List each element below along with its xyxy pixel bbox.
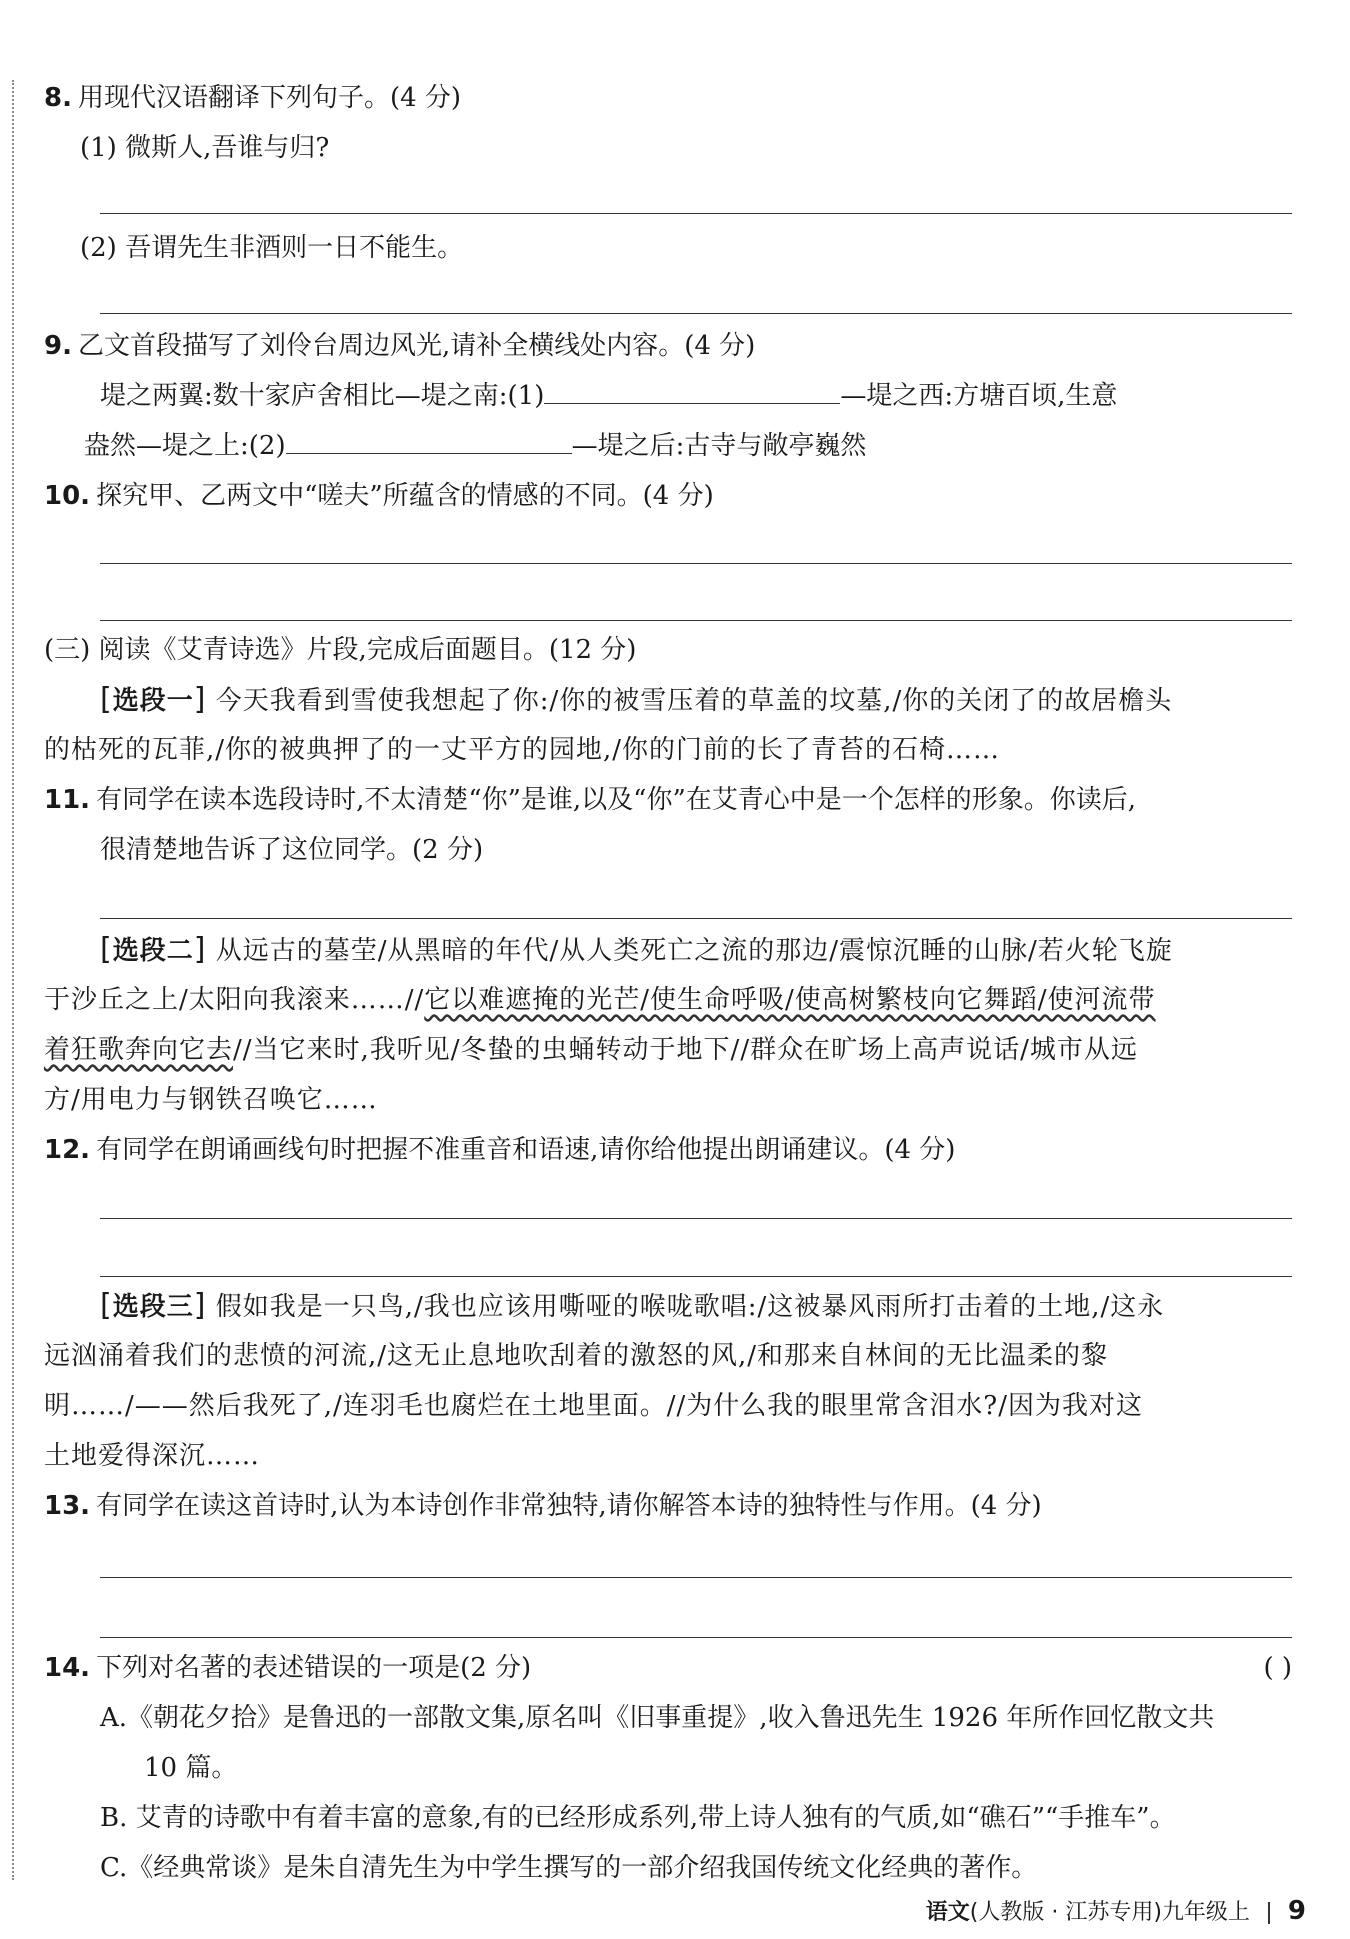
passage-2-text: //当它来时,我听见/冬蛰的虫蛹转动于地下//群众在旷场上高声说话/城市从远 [233, 1035, 1138, 1065]
answer-line-q12-2[interactable] [100, 1276, 1292, 1277]
question-text: 乙文首段描写了刘伶台周边风光,请补全横线处内容。(4 分) [77, 331, 756, 361]
question-number: 10. [44, 481, 91, 511]
answer-line-q13-1[interactable] [100, 1577, 1292, 1578]
passage-2-text: 从远古的墓茔/从黑暗的年代/从人类死亡之流的那边/震惊沉睡的山脉/若火轮飞旋 [215, 936, 1173, 966]
passage-2-text: 于沙丘之上/太阳向我滚来……// [44, 985, 425, 1015]
passage-3-line-2: 远汹涌着我们的悲愤的河流,/这无止息地吹刮着的激怒的风,/和那来自林间的无比温柔的黎 [44, 1341, 1109, 1371]
question-12 [44, 1132, 955, 1168]
blank-2[interactable] [286, 431, 572, 454]
q9-line-2-end: —堤之后:古寺与敞亭巍然 [571, 431, 867, 461]
question-text: 用现代汉语翻译下列句子。(4 分) [77, 83, 462, 113]
answer-bracket[interactable]: ( ) [1263, 1653, 1292, 1683]
question-11 [44, 782, 1136, 818]
option-a-line-2: 10 篇。 [144, 1753, 238, 1783]
question-8 [44, 80, 461, 116]
passage-1-line-2: 的枯死的瓦菲,/你的被典押了的一丈平方的园地,/你的门前的长了青苔的石椅…… [44, 735, 1001, 765]
option-c: C.《经典常谈》是朱自清先生为中学生撰写的一部介绍我国传统文化经典的著作。 [100, 1853, 1038, 1883]
question-13 [44, 1488, 1042, 1524]
q8-sentence-2: (2) 吾谓先生非酒则一日不能生。 [80, 233, 464, 263]
passage-1-line-1 [100, 682, 1172, 719]
q9-line-1-end: —堤之西:方塘百顷,生意 [840, 381, 1118, 411]
question-text: 有同学在读本选段诗时,不太清楚“你”是谁,以及“你”在艾青心中是一个怎样的形象。你读后, [96, 785, 1137, 815]
binding-margin-line [12, 80, 14, 1880]
passage-2-line-1 [100, 932, 1173, 969]
passage-3-line-4: 土地爱得深沉…… [44, 1441, 261, 1471]
question-text: 有同学在朗诵画线句时把握不准重音和语速,请你给他提出朗诵建议。(4 分) [96, 1135, 956, 1165]
question-number: 11. [44, 785, 91, 815]
passage-2-line-3 [44, 1032, 1138, 1068]
answer-line-q8-1[interactable] [100, 213, 1292, 214]
answer-line-q10-1[interactable] [100, 563, 1292, 564]
passage-3-line-1 [100, 1288, 1164, 1325]
underlined-sentence: 它以难遮掩的光芒/使生命呼吸/使高树繁枝向它舞蹈/使河流带 [424, 985, 1156, 1015]
question-11-line-2: 很清楚地告诉了这位同学。(2 分) [100, 835, 484, 865]
question-number: 9. [44, 331, 72, 361]
footer-divider [1268, 1902, 1270, 1924]
question-text: 下列对名著的表述错误的一项是(2 分) [96, 1653, 532, 1683]
q9-line-2-start: 盎然—堤之上:(2) [84, 431, 286, 461]
question-number: 12. [44, 1135, 91, 1165]
question-9 [44, 328, 755, 364]
passage-1-tag: [ 选段一 ] [100, 686, 206, 716]
passage-2-line-2 [44, 982, 1156, 1018]
passage-3-text: 假如我是一只鸟,/我也应该用嘶哑的喉咙歌唱:/这被暴风雨所打击着的土地,/这永 [215, 1292, 1165, 1322]
passage-1-text: 今天我看到雪使我想起了你:/你的被雪压着的草盖的坟墓,/你的关闭了的故居檐头 [215, 686, 1173, 716]
answer-line-q8-2[interactable] [100, 313, 1292, 314]
option-a: A.《朝花夕拾》是鲁迅的一部散文集,原名叫《旧事重提》,收入鲁迅先生 1926 年所作回忆散文共 [100, 1703, 1215, 1733]
q9-line-1 [100, 378, 1117, 414]
question-number: 14. [44, 1653, 91, 1683]
q9-line-2 [84, 428, 866, 464]
question-14 [44, 1650, 1292, 1686]
q9-line-1-start: 堤之两翼:数十家庐舍相比—堤之南:(1) [100, 381, 545, 411]
blank-1[interactable] [544, 381, 840, 404]
page-number: 9 [1287, 1896, 1306, 1926]
footer-subject: 语文 [925, 1900, 970, 1925]
section-3-title: (三) 阅读《艾青诗选》片段,完成后面题目。(12 分) [44, 635, 637, 665]
question-text: 有同学在读这首诗时,认为本诗创作非常独特,请你解答本诗的独特性与作用。(4 分) [96, 1491, 1042, 1521]
passage-2-line-4: 方/用电力与钢铁召唤它…… [44, 1085, 378, 1115]
footer-edition: (人教版 · 江苏专用)九年级上 [969, 1900, 1250, 1925]
question-10 [44, 478, 714, 514]
answer-line-q12-1[interactable] [100, 1218, 1292, 1219]
page-footer [926, 1895, 1306, 1926]
passage-3-line-3: 明……/——然后我死了,/连羽毛也腐烂在土地里面。//为什么我的眼里常含泪水?/因为我对这 [44, 1391, 1144, 1421]
answer-line-q13-2[interactable] [100, 1637, 1292, 1638]
answer-line-q10-2[interactable] [100, 620, 1292, 621]
question-number: 8. [44, 83, 72, 113]
passage-2-tag: [ 选段二 ] [100, 936, 206, 966]
underlined-sentence: 着狂歌奔向它去 [44, 1035, 234, 1065]
q8-sentence-1: (1) 微斯人,吾谁与归? [80, 133, 330, 163]
passage-3-tag: [ 选段三 ] [100, 1292, 206, 1322]
option-b: B. 艾青的诗歌中有着丰富的意象,有的已经形成系列,带上诗人独有的气质,如“礁石”“手推车”。 [100, 1803, 1176, 1833]
answer-line-q11[interactable] [100, 918, 1292, 919]
question-text: 探究甲、乙两文中“嗟夫”所蕴含的情感的不同。(4 分) [96, 481, 714, 511]
question-number: 13. [44, 1491, 91, 1521]
